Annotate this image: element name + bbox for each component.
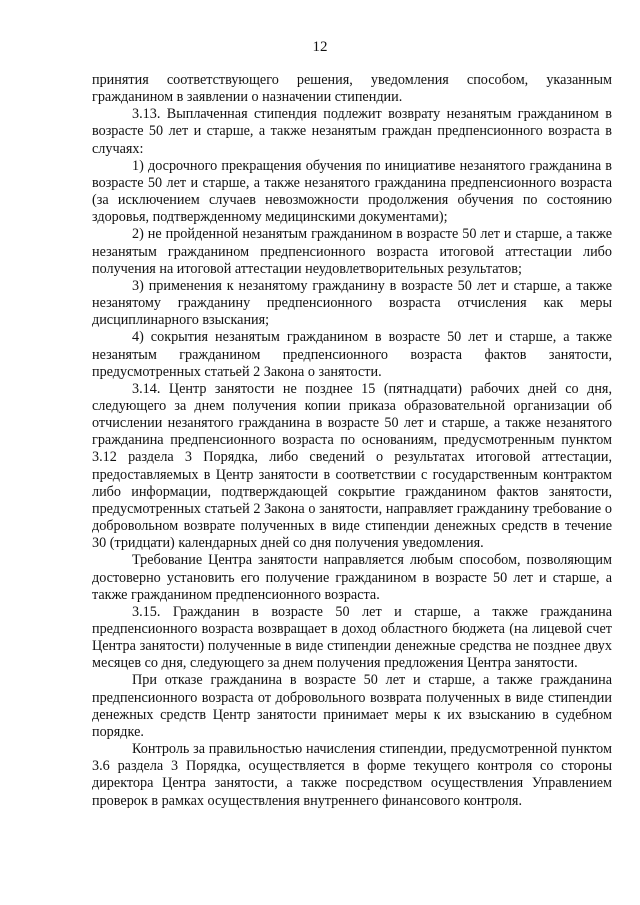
paragraph-3-14: 3.14. Центр занятости не позднее 15 (пятнадцати) рабочих дней со дня, следующего за днем получения копии приказа образовательной организации об отчислении незанятого гражданина в возрасте 50 лет и старше, а также незанятого гражданина предпенсионного возраста по основаниям, предусмотренным пунктом 3.12 раздела 3 Порядка, либо сведений о результатах итоговой аттестации, предоставляемых в Центр занятости в соответствии с государственным контрактом либо информации, подтверждающей сокрытие гражданином фактов занятости, предусмотренных статьей 2 Закона о занятости, направляет гражданину требование о добровольном возврате полученных в виде стипендии денежных средств в течение 30 (тридцати) календарных дней со дня получения уведомления. bbox=[92, 380, 612, 552]
paragraph-case-4: 4) сокрытия незанятым гражданином в возрасте 50 лет и старше, а также незанятым гражданином предпенсионного возраста фактов занятости, предусмотренных статьей 2 Закона о занятости. bbox=[92, 329, 612, 380]
page-number: 12 bbox=[312, 39, 328, 55]
paragraph-3-15: 3.15. Гражданин в возрасте 50 лет и старше, а также гражданина предпенсионного возраста возвращает в доход областного бюджета (на лицевой счет Центра занятости) полученные в виде стипендии денежные средства не позднее двух месяцев со дня, следующего за днем получения предложения Центра занятости. bbox=[92, 603, 612, 672]
paragraph-continuation: принятия соответствующего решения, уведомления способом, указанным гражданином в заявлении о назначении стипендии. bbox=[92, 72, 612, 106]
paragraph-requirement: Требование Центра занятости направляется любым способом, позволяющим достоверно установить его получение гражданином в возрасте 50 лет и старше, а также гражданином предпенсионного возраста. bbox=[92, 552, 612, 603]
paragraph-3-13: 3.13. Выплаченная стипендия подлежит возврату незанятым гражданином в возрасте 50 лет и старше, а также незанятым граждан предпенсионного возраста в случаях: bbox=[92, 106, 612, 157]
paragraph-case-2: 2) не пройденной незанятым гражданином в возрасте 50 лет и старше, а также незанятым гражданином предпенсионного возраста итоговой аттестации либо получения на итоговой аттестации неудовлетворительных результатов; bbox=[92, 226, 612, 277]
document-body bbox=[92, 72, 612, 810]
paragraph-control: Контроль за правильностью начисления стипендии, предусмотренной пунктом 3.6 раздела 3 Порядка, осуществляется в форме текущего контроля со стороны директора Центра занятости, а также посредством осуществления Управлением проверок в рамках осуществления внутреннего финансового контроля. bbox=[92, 741, 612, 809]
paragraph-refusal: При отказе гражданина в возрасте 50 лет и старше, а также гражданина предпенсионного возраста от добровольного возврата полученных в виде стипендии денежных средств Центр занятости принимает меры к их взысканию в судебном порядке. bbox=[92, 672, 612, 740]
paragraph-case-1: 1) досрочного прекращения обучения по инициативе незанятого гражданина в возрасте 50 лет и старше, а также незанятого гражданина предпенсионного возраста (за исключением случаев невозможности продолжения обучения по состоянию здоровья, подтвержденному медицинскими документами); bbox=[92, 157, 612, 226]
paragraph-case-3: 3) применения к незанятому гражданину в возрасте 50 лет и старше, а также незанятому гражданину предпенсионного возраста отчисления как меры дисциплинарного взыскания; bbox=[92, 277, 612, 329]
